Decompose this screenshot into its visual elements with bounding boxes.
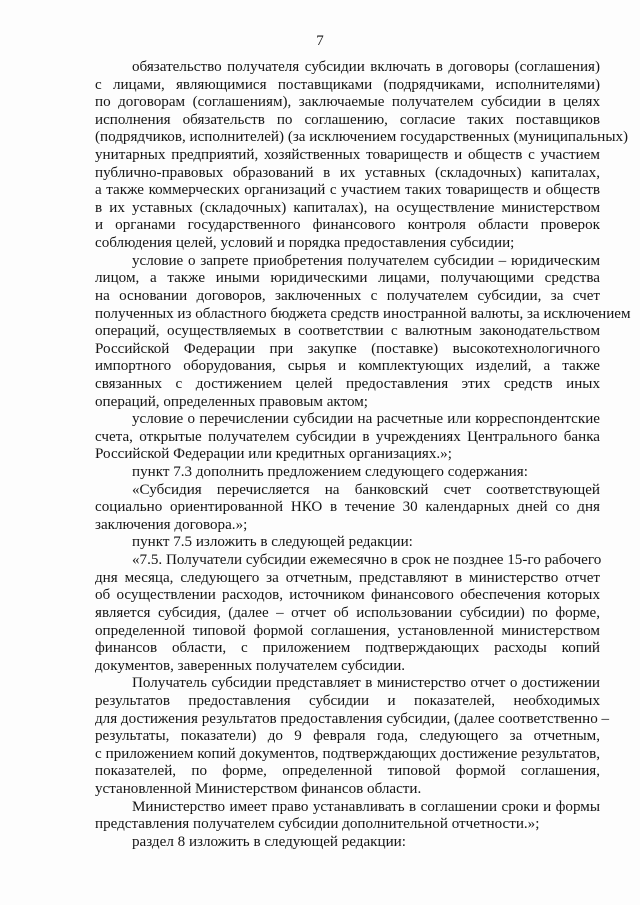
text-line: импортного оборудования, сырья и комплектующих изделий, а также [95, 358, 600, 375]
text-line: установленной Министерством финансов области. [95, 780, 422, 797]
text-line: заключения договора.»; [95, 516, 248, 533]
text-line: пункт 7.3 дополнить предложением следующего содержания: [132, 464, 528, 481]
page-number: 7 [316, 33, 324, 49]
text-line: «7.5. Получатели субсидии ежемесячно в срок не позднее 15-го рабочего [132, 552, 602, 569]
text-line: по договорам (соглашениям), заключаемые получателем субсидии в целях [95, 94, 600, 111]
text-line: пункт 7.5 изложить в следующей редакции: [132, 534, 413, 551]
text-line: полученных из областного бюджета средств иностранной валюты, за исключением [95, 305, 631, 322]
text-line: результатов предоставления субсидии и показателей, необходимых [95, 692, 600, 709]
text-line: раздел 8 изложить в следующей редакции: [132, 833, 406, 850]
document-body [95, 59, 631, 851]
text-line: исполнения обязательств по соглашению, согласие таких поставщиков [95, 111, 600, 128]
text-line: операций, определенных правовым актом; [95, 393, 368, 410]
text-line: с приложением копий документов, подтверждающих достижение результатов, [95, 745, 600, 762]
text-line: Российской Федерации при закупке (поставке) высокотехнологичного [95, 340, 600, 357]
text-line: операций, осуществляемых в соответствии с валютным законодательством [95, 323, 600, 340]
text-line: лицом, а также иными юридическими лицами, получающими средства [95, 270, 600, 287]
text-line: (подрядчиков, исполнителей) (за исключением государственных (муниципальных) [95, 129, 629, 146]
text-line: счета, открытые получателем субсидии в учреждениях Центрального банка [95, 428, 600, 445]
text-line: публично-правовых образований в их уставных (складочных) капиталах, [95, 164, 600, 181]
text-line: с лицами, являющимися поставщиками (подрядчиками, исполнителями) [95, 76, 600, 93]
text-line: результаты, показатели) до 9 февраля года, следующего за отчетным, [95, 728, 600, 745]
text-line: для достижения результатов предоставления субсидии, (далее соответственно – [95, 710, 610, 727]
text-line: на основании договоров, заключенных с получателем субсидии, за счет [95, 287, 600, 304]
text-line: является субсидия, (далее – отчет об использовании субсидии) по форме, [95, 604, 600, 621]
text-line: и органами государственного финансового контроля области проверок [95, 217, 600, 234]
text-line: соблюдения целей, условий и порядка предоставления субсидии; [95, 235, 515, 252]
text-line: показателей, по форме, определенной типовой формой соглашения, [95, 763, 600, 780]
text-line: представления получателем субсидии дополнительной отчетности.»; [95, 816, 540, 833]
text-line: «Субсидия перечисляется на банковский счет соответствующей [132, 481, 600, 498]
text-line: финансов области, с приложением подтверждающих расходы копий [95, 640, 600, 657]
text-line: а также коммерческих организаций с участием таких товариществ и обществ [95, 182, 600, 199]
text-line: дня месяца, следующего за отчетным, представляют в министерство отчет [95, 569, 600, 586]
text-line: обязательство получателя субсидии включать в договоры (соглашения) [132, 59, 600, 75]
text-line: социально ориентированной НКО в течение 30 календарных дней со дня [95, 499, 600, 516]
text-line: унитарных предприятий, хозяйственных товариществ и обществ с участием [95, 147, 600, 164]
text-line: связанных с достижением целей предоставления этих средств иных [95, 375, 600, 392]
text-line: Министерство имеет право устанавливать в соглашении сроки и формы [132, 798, 600, 815]
text-line: условие о запрете приобретения получателем субсидии – юридическим [132, 252, 600, 269]
text-line: условие о перечислении субсидии на расчетные или корреспондентские [132, 411, 600, 428]
text-line: определенной типовой формой соглашения, установленной министерством [95, 622, 600, 639]
text-line: в их уставных (складочных) капиталах), на осуществление министерством [95, 199, 600, 216]
text-line: Получатель субсидии представляет в министерство отчет о достижении [132, 675, 600, 692]
text-line: документов, заверенных получателем субсидии. [95, 657, 406, 674]
text-line: об осуществлении расходов, источником финансового обеспечения которых [95, 587, 600, 604]
text-line: Российской Федерации или кредитных организациях.»; [95, 446, 452, 463]
